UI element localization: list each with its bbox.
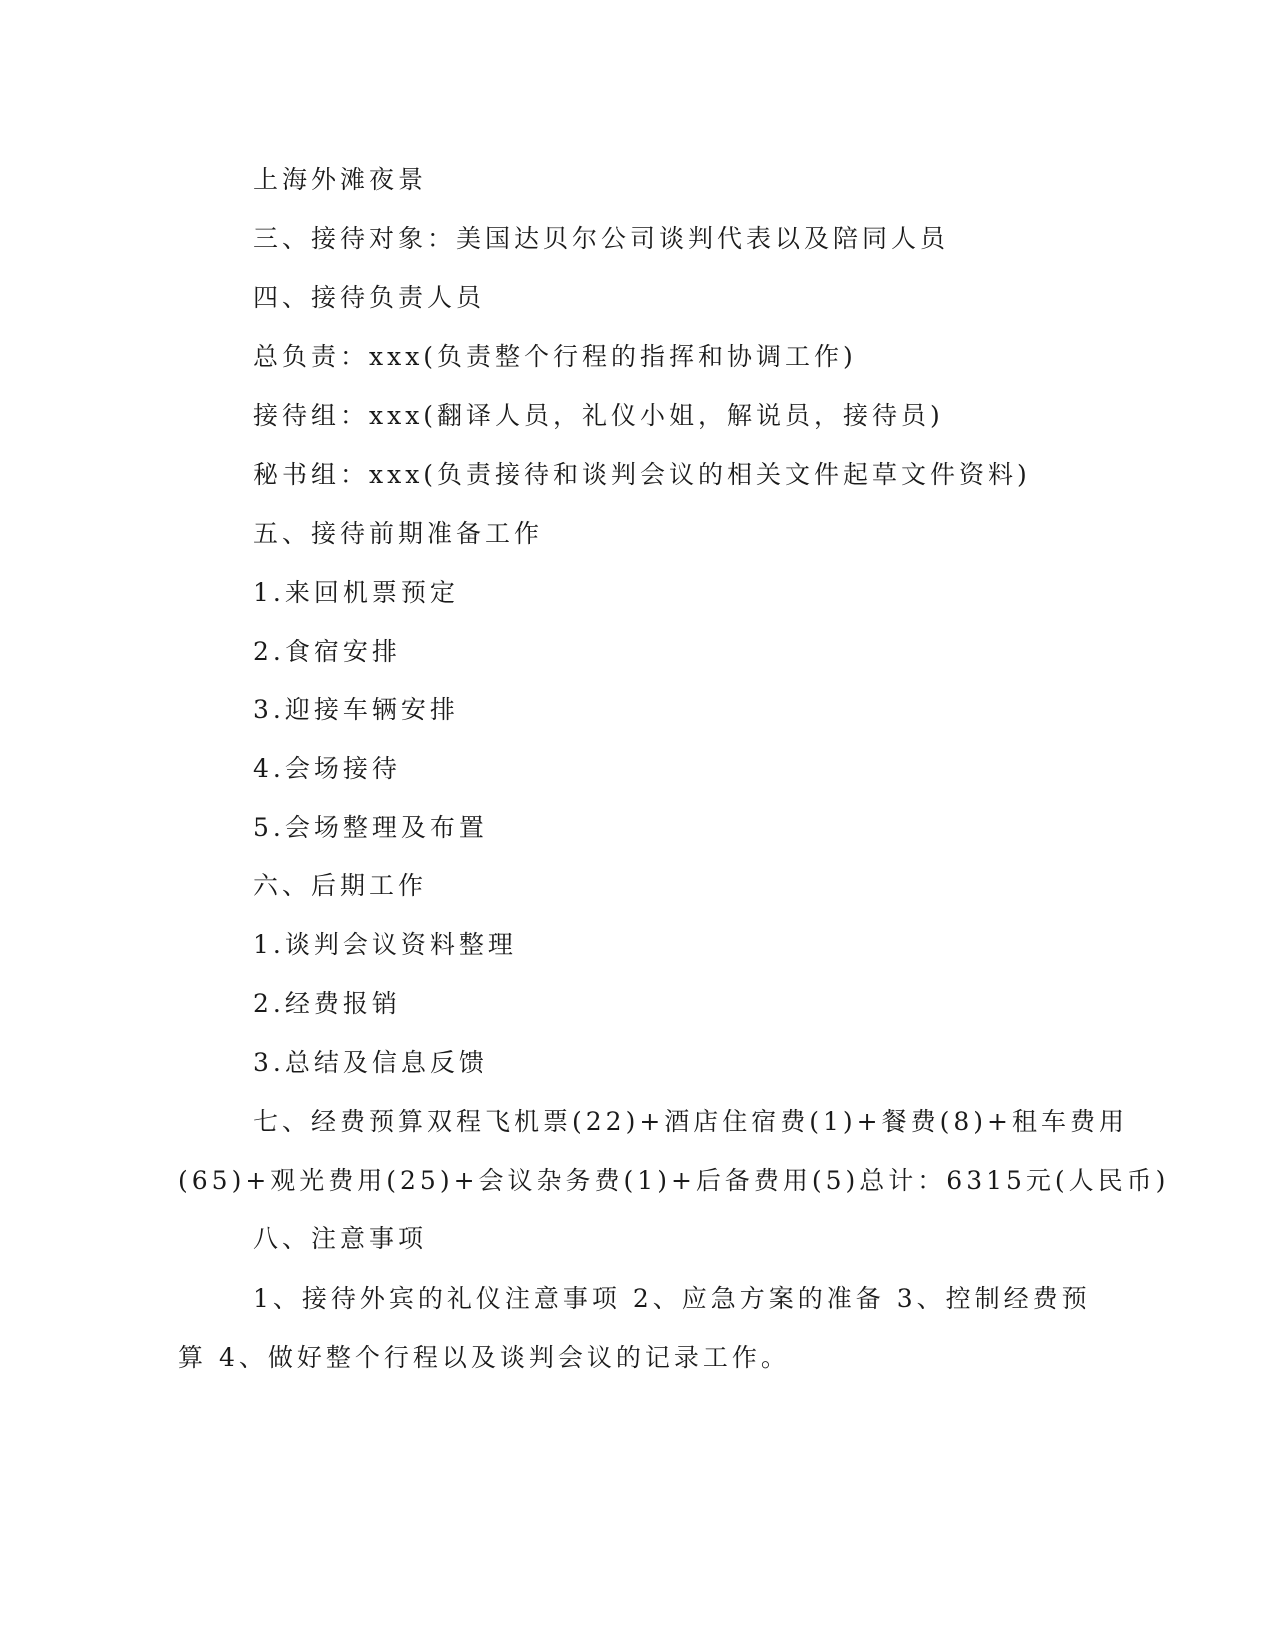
section-heading-follow-up: 六、后期工作 (253, 871, 428, 900)
list-item: 1.谈判会议资料整理 (253, 930, 517, 959)
section-heading-reception-target: 三、接待对象：美国达贝尔公司谈判代表以及陪同人员 (253, 224, 950, 253)
text-line: 秘书组：xxx(负责接待和谈判会议的相关文件起草文件资料) (253, 460, 1031, 489)
notes-line: 1、接待外宾的礼仪注意事项 2、应急方案的准备 3、控制经费预 (253, 1284, 1091, 1313)
budget-line: 七、经费预算双程飞机票(22)+酒店住宿费(1)+餐费(8)+租车费用 (253, 1107, 1128, 1136)
budget-line: (65)+观光费用(25)+会议杂务费(1)+后备费用(5)总计：6315元(人民币) (178, 1166, 1170, 1195)
list-item: 3.总结及信息反馈 (253, 1048, 488, 1077)
text-line: 总负责：xxx(负责整个行程的指挥和协调工作) (253, 342, 857, 371)
list-item: 3.迎接车辆安排 (253, 695, 459, 724)
list-item: 5.会场整理及布置 (253, 813, 488, 842)
notes-line: 算 4、做好整个行程以及谈判会议的记录工作。 (178, 1343, 790, 1372)
section-heading-preparation: 五、接待前期准备工作 (253, 519, 544, 548)
text-line: 接待组：xxx(翻译人员，礼仪小姐，解说员，接待员) (253, 401, 944, 430)
list-item: 1.来回机票预定 (253, 578, 459, 607)
section-heading-responsible-staff: 四、接待负责人员 (253, 283, 486, 312)
list-item: 2.食宿安排 (253, 637, 401, 666)
list-item: 2.经费报销 (253, 989, 401, 1018)
list-item: 4.会场接待 (253, 754, 401, 783)
section-heading-notes: 八、注意事项 (253, 1224, 428, 1253)
text-line: 上海外滩夜景 (253, 165, 428, 194)
